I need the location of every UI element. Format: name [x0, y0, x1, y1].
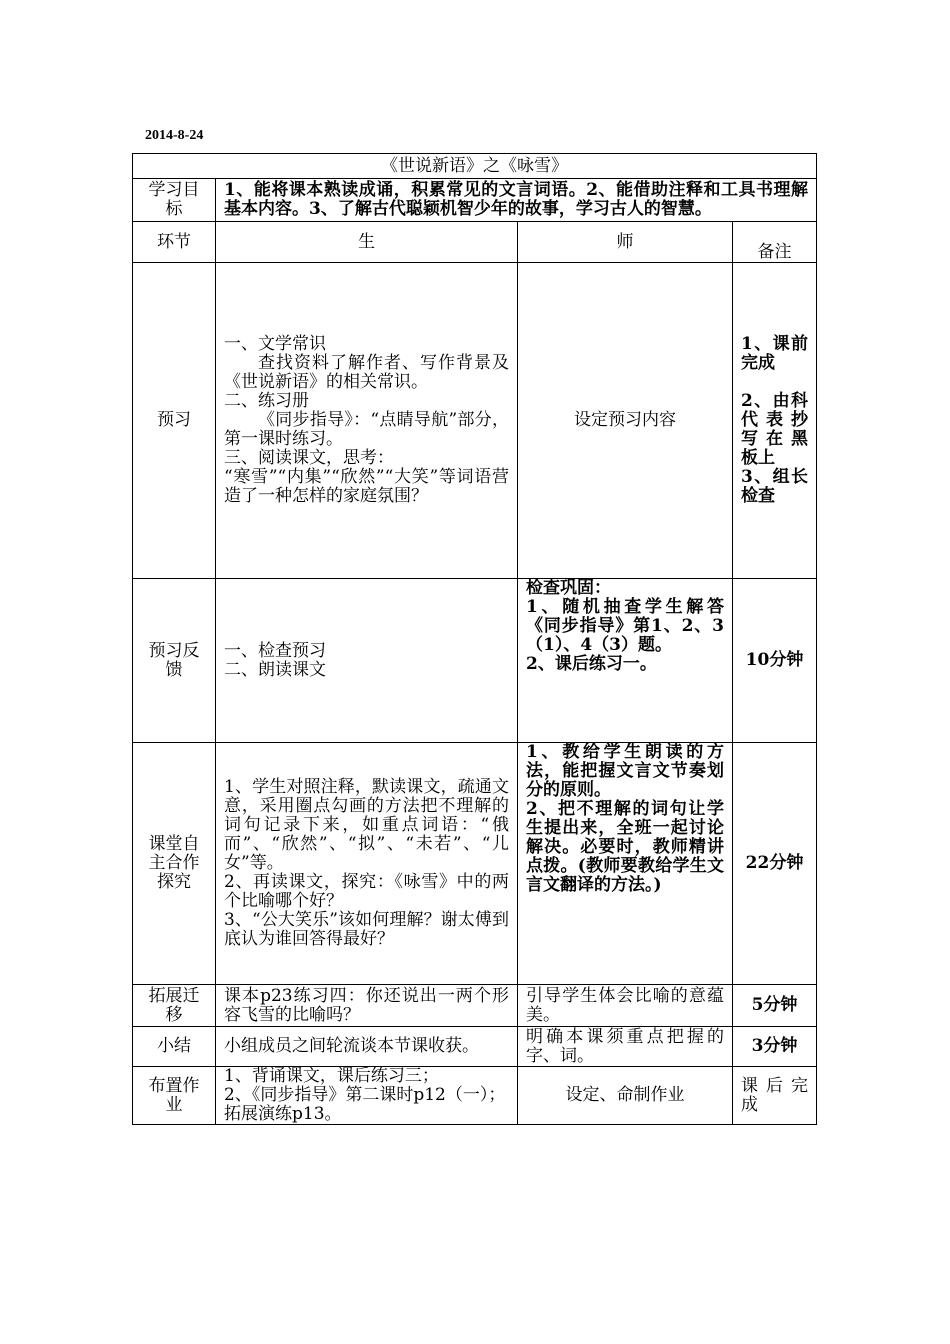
header-stage: 环节	[133, 222, 216, 263]
teacher-line: 2、把不理解的词句让学生提出来，全班一起讨论解决。必要时，教师精讲点拨。(教师要教给学生文言文翻译的方法。)	[526, 799, 724, 895]
student-line: 二、练习册	[224, 391, 309, 411]
stage-summary: 小结	[133, 1027, 216, 1067]
teacher-line: 检查巩固：	[526, 578, 611, 598]
date-label: 2014-8-24	[145, 128, 204, 143]
teacher-preview-feedback	[518, 579, 733, 743]
stage-preview-feedback: 预习反馈	[133, 579, 216, 743]
note-preview	[733, 263, 817, 579]
teacher-homework: 设定、命制作业	[518, 1067, 733, 1125]
student-line: 2、再读课文，探究：《咏雪》中的两个比喻哪个好？	[224, 872, 509, 911]
teacher-cooperative-inquiry	[518, 743, 733, 985]
student-cooperative-inquiry	[216, 743, 518, 985]
student-preview	[216, 263, 518, 579]
plan-title: 《世说新语》之《咏雪》	[133, 154, 817, 179]
student-line: 《同步指导》：“点睛导航”部分，第一课时练习。	[224, 410, 509, 449]
student-line: 二、朗读课文	[224, 659, 326, 680]
student-line: 1、学生对照注释，默读课文，疏通文意，采用圈点勾画的方法把不理解的词句记录下来，如重点词语：“俄而”、“欣然”、“拟”、“未若”、“儿女”等。	[224, 777, 509, 873]
note-preview-feedback: 10分钟	[733, 579, 817, 743]
header-student: 生	[216, 222, 518, 263]
note-line: 2、由科代表抄写在黑板上	[741, 391, 808, 468]
student-preview-feedback	[216, 579, 518, 743]
header-note: 备注	[733, 222, 817, 263]
note-line: 1、课前完成	[741, 334, 808, 373]
stage-extension: 拓展迁移	[133, 985, 216, 1027]
header-teacher: 师	[518, 222, 733, 263]
student-extension: 课本p23练习四：你还说出一两个形容飞雪的比喻吗？	[216, 985, 518, 1027]
student-line: 三、阅读课文，思考：	[224, 448, 394, 468]
student-line: 一、文学常识	[224, 334, 326, 354]
student-homework	[216, 1067, 518, 1125]
student-line: 3、“公大笑乐”该如何理解？谢太傅到底认为谁回答得最好？	[224, 910, 509, 949]
student-summary: 小组成员之间轮流谈本节课收获。	[216, 1027, 518, 1067]
student-line: “寒雪”“内集”“欣然”“大笑”等词语营造了一种怎样的家庭氛围？	[224, 467, 509, 506]
teacher-preview: 设定预习内容	[518, 263, 733, 579]
stage-preview: 预习	[133, 263, 216, 579]
teacher-extension: 引导学生体会比喻的意蕴美。	[518, 985, 733, 1027]
stage-cooperative-inquiry: 课堂自主合作探究	[133, 743, 216, 985]
teacher-line: 1、教给学生朗读的方法，能把握文言文节奏划分的原则。	[526, 742, 724, 800]
note-line: 3、组长检查	[741, 467, 808, 506]
lesson-plan-table	[132, 153, 817, 1125]
teacher-summary: 明确本课须重点把握的字、词。	[518, 1027, 733, 1067]
note-cooperative-inquiry: 22分钟	[733, 743, 817, 985]
goals-text: 1、能将课本熟读成诵，积累常见的文言词语。2、能借助注释和工具书理解基本内容。3、了解古代聪颖机智少年的故事，学习古人的智慧。	[216, 179, 817, 222]
stage-homework: 布置作业	[133, 1067, 216, 1125]
student-line: 1、背诵课文，课后练习三；	[224, 1066, 439, 1086]
note-extension: 5分钟	[733, 985, 817, 1027]
note-summary: 3分钟	[733, 1027, 817, 1067]
student-line: 2、《同步指导》第二课时p12（一）；拓展演练p13。	[224, 1085, 506, 1124]
note-homework: 课后完成	[733, 1067, 817, 1125]
teacher-line: 1、随机抽查学生解答《同步指导》第1、2、3（1）、4（3）题。	[526, 597, 724, 655]
teacher-line: 2、课后练习一。	[526, 654, 657, 674]
student-line: 查找资料了解作者、写作背景及《世说新语》的相关常识。	[224, 353, 509, 392]
student-line: 一、检查预习	[224, 640, 326, 661]
goals-label: 学习目标	[133, 179, 216, 222]
